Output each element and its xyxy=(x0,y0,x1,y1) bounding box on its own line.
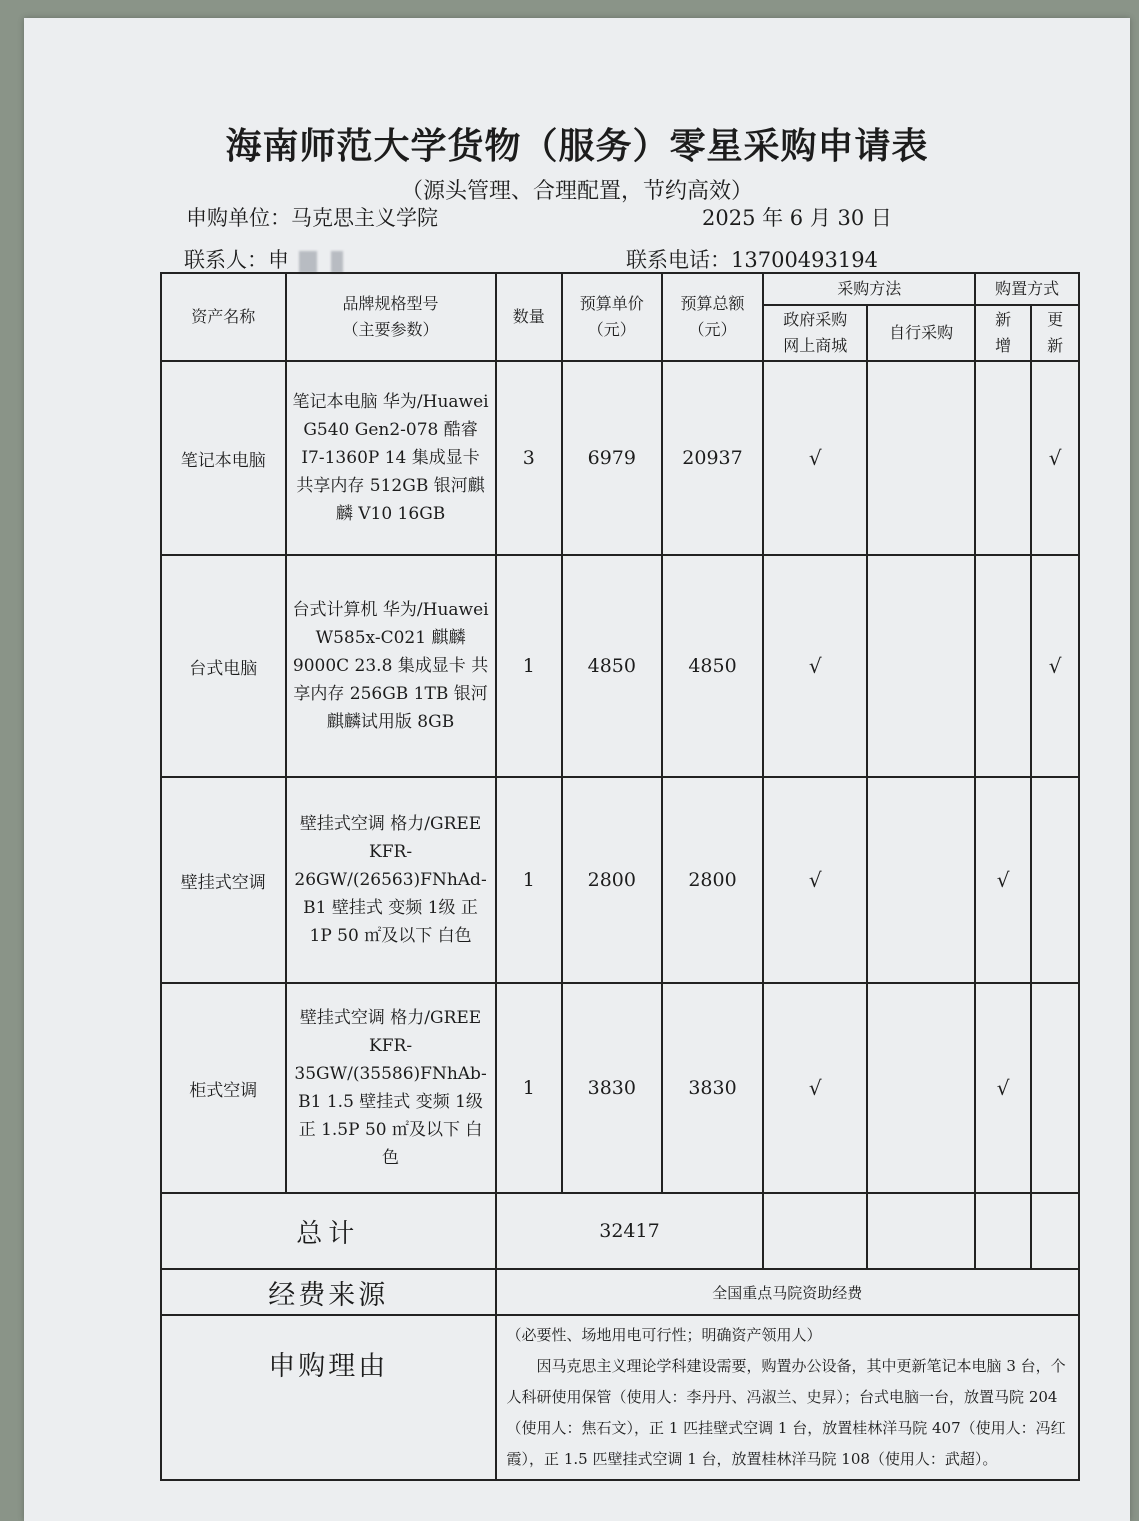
total-cell: 3830 xyxy=(662,983,764,1193)
contact-label: 联系人： xyxy=(184,248,268,272)
header-purchase: 购置方式 xyxy=(975,273,1079,305)
phone-line xyxy=(626,244,878,274)
reason-body: 因马克思主义理论学科建设需要，购置办公设备，其中更新笔记本电脑 3 台，个人科研使用保管（使用人：李丹丹、冯淑兰、史昇）；台式电脑一台，放置马院 204（使用人：焦石文），正 1 匹挂壁式空调 1 台，放置桂林洋马院 407（使用人：冯红霞），正 1.5 匹壁挂式空调 1 台，放置桂林洋马院 108（使用人：武超）。 xyxy=(506,1357,1066,1468)
redaction-mark xyxy=(331,251,343,273)
redaction-mark xyxy=(299,251,317,273)
header-qty: 数量 xyxy=(496,273,562,361)
total-cell: 4850 xyxy=(662,555,764,777)
fund-row xyxy=(161,1269,1079,1315)
table-row xyxy=(161,555,1079,777)
reason-note: （必要性、场地用电可行性；明确资产领用人） xyxy=(506,1326,822,1344)
gov-check-cell: √ xyxy=(763,361,867,555)
unit-price-cell: 6979 xyxy=(562,361,662,555)
new-check-cell xyxy=(975,361,1031,555)
phone-value: 13700493194 xyxy=(731,248,878,272)
header-total-line1: 预算总额 xyxy=(680,294,745,313)
header-purchase-new-line2: 增 xyxy=(995,336,1012,355)
header-unit-price-line1: 预算单价 xyxy=(579,294,644,313)
asset-name-cell: 壁挂式空调 xyxy=(161,777,286,983)
self-check-cell xyxy=(867,777,975,983)
table-row xyxy=(161,777,1079,983)
header-purchase-new-line1: 新 xyxy=(995,310,1012,329)
asset-name-cell: 笔记本电脑 xyxy=(161,361,286,555)
asset-name-cell: 柜式空调 xyxy=(161,983,286,1193)
unit-value: 马克思主义学院 xyxy=(291,206,438,230)
spec-cell: 壁挂式空调 格力/GREE KFR-35GW/(35586)FNhAb-B1 1.5 壁挂式 变频 1级 正 1.5P 50 ㎡及以下 白色 xyxy=(286,983,496,1193)
total-empty-cell xyxy=(1031,1193,1079,1269)
header-method-self: 自行采购 xyxy=(867,305,975,361)
total-empty-cell xyxy=(763,1193,867,1269)
header-purchase-renew-line2: 新 xyxy=(1047,336,1064,355)
qty-cell: 1 xyxy=(496,555,562,777)
renew-check-cell: √ xyxy=(1031,555,1079,777)
new-check-cell: √ xyxy=(975,777,1031,983)
header-spec-line2: （主要参数） xyxy=(342,320,439,339)
header-total xyxy=(662,273,764,361)
unit-price-cell: 3830 xyxy=(562,983,662,1193)
unit-label: 申购单位： xyxy=(186,206,291,230)
fund-value: 全国重点马院资助经费 xyxy=(496,1269,1079,1315)
renew-check-cell xyxy=(1031,983,1079,1193)
gov-check-cell: √ xyxy=(763,777,867,983)
reason-row xyxy=(161,1315,1079,1480)
total-cell: 2800 xyxy=(662,777,764,983)
self-check-cell xyxy=(867,361,975,555)
qty-cell: 1 xyxy=(496,777,562,983)
total-cell: 20937 xyxy=(662,361,764,555)
header-unit-price xyxy=(562,273,662,361)
form-paper xyxy=(24,18,1130,1521)
renew-check-cell xyxy=(1031,777,1079,983)
header-method-gov xyxy=(763,305,867,361)
unit-price-cell: 2800 xyxy=(562,777,662,983)
new-check-cell: √ xyxy=(975,983,1031,1193)
renew-check-cell: √ xyxy=(1031,361,1079,555)
fund-label: 经费来源 xyxy=(161,1269,496,1315)
total-label: 总计 xyxy=(161,1193,496,1269)
header-purchase-new xyxy=(975,305,1031,361)
reason-cell xyxy=(496,1315,1079,1480)
self-check-cell xyxy=(867,983,975,1193)
gov-check-cell: √ xyxy=(763,983,867,1193)
header-total-line2: （元） xyxy=(688,320,737,339)
header-spec xyxy=(286,273,496,361)
header-method-gov-line1: 政府采购 xyxy=(783,310,848,329)
total-empty-cell xyxy=(975,1193,1031,1269)
header-method: 采购方法 xyxy=(763,273,975,305)
total-value: 32417 xyxy=(496,1193,764,1269)
header-asset-name: 资产名称 xyxy=(161,273,286,361)
qty-cell: 3 xyxy=(496,361,562,555)
form-title: 海南师范大学货物（服务）零星采购申请表 xyxy=(225,126,929,167)
spec-cell: 笔记本电脑 华为/Huawei G540 Gen2-078 酷睿 I7-1360P 14 集成显卡 共享内存 512GB 银河麒麟 V10 16GB xyxy=(286,361,496,555)
header-purchase-renew xyxy=(1031,305,1079,361)
header-spec-line1: 品牌规格型号 xyxy=(342,294,439,313)
table-row xyxy=(161,361,1079,555)
new-check-cell xyxy=(975,555,1031,777)
header-purchase-renew-line1: 更 xyxy=(1047,310,1064,329)
applicant-unit-line xyxy=(186,202,438,232)
total-row xyxy=(161,1193,1079,1269)
phone-label: 联系电话： xyxy=(626,248,731,272)
header-unit-price-line2: （元） xyxy=(587,320,636,339)
procurement-table xyxy=(160,272,1080,1481)
form-subtitle: （源头管理、合理配置，节约高效） xyxy=(400,179,753,204)
contact-value: 申 xyxy=(268,248,289,272)
form-date: 2025 年 6 月 30 日 xyxy=(702,206,892,230)
spec-cell: 台式计算机 华为/Huawei W585x-C021 麒麟 9000C 23.8 集成显卡 共享内存 256GB 1TB 银河麒麟试用版 8GB xyxy=(286,555,496,777)
spec-cell: 壁挂式空调 格力/GREE KFR-26GW/(26563)FNhAd-B1 壁挂式 变频 1级 正 1P 50 ㎡及以下 白色 xyxy=(286,777,496,983)
asset-name-cell: 台式电脑 xyxy=(161,555,286,777)
total-empty-cell xyxy=(867,1193,975,1269)
contact-line xyxy=(184,244,343,274)
unit-price-cell: 4850 xyxy=(562,555,662,777)
header-method-gov-line2: 网上商城 xyxy=(783,336,848,355)
table-row xyxy=(161,983,1079,1193)
qty-cell: 1 xyxy=(496,983,562,1193)
gov-check-cell: √ xyxy=(763,555,867,777)
self-check-cell xyxy=(867,555,975,777)
reason-label: 申购理由 xyxy=(161,1315,496,1480)
